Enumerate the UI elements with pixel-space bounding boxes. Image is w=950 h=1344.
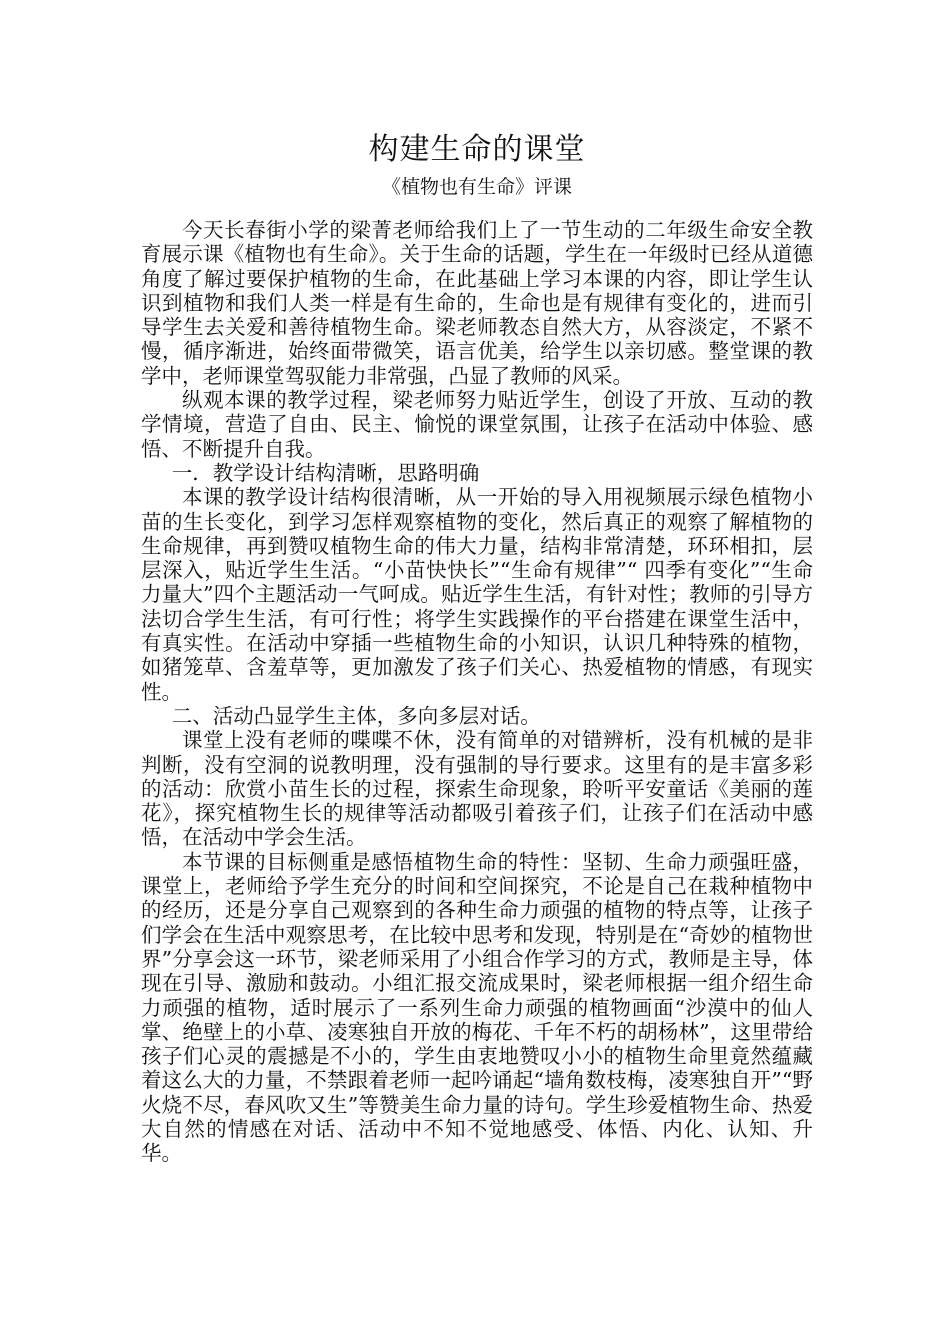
document-subtitle: 《植物也有生命》评课 <box>381 176 572 198</box>
paragraph-activities: 课堂上没有老师的喋喋不休，没有简单的对错辨析，没有机械的是非判断，没有空洞的说教明理，没有强制的导行要求。这里有的是丰富多彩的活动：欣赏小苗生长的过程，探索生命现象，聆听平安童话《美丽的莲花》，探究植物生长的规律等活动都吸引着孩子们，让孩子们在活动中感悟，在活动中学会生活。 <box>141 728 813 850</box>
paragraph-intro: 今天长春街小学的梁菁老师给我们上了一节生动的二年级生命安全教育展示课《植物也有生命》。关于生命的话题，学生在一年级时已经从道德角度了解过要保护植物的生命，在此基础上学习本课的内容，即让学生认识到植物和我们人类一样是有生命的，生命也是有规律有变化的，进而引导学生去关爱和善待植物生命。梁老师教态自然大方，从容淡定，不紧不慢，循序渐进，始终面带微笑，语言优美，给学生以亲切感。整堂课的教学中，老师课堂驾驭能力非常强，凸显了教师的风采。 <box>141 218 813 388</box>
paragraph-design: 本课的教学设计结构很清晰，从一开始的导入用视频展示绿色植物小苗的生长变化，到学习怎样观察植物的变化，然后真正的观察了解植物的生命规律，再到赞叹植物生命的伟大力量，结构非常清楚，环环相扣，层层深入，贴近学生生活。“小苗快快长”“生命有规律”“ 四季有变化”“生命力量大”四个主题活动一气呵成。贴近学生生活，有针对性；教师的引导方法切合学生生活，有可行性；将学生实践操作的平台搭建在课堂生活中，有真实性。在活动中穿插一些植物生命的小知识，认识几种特殊的植物，如猪笼草、含羞草等，更加激发了孩子们关心、热爱植物的情感，有现实性。 <box>141 485 813 704</box>
document-body <box>141 218 813 1166</box>
section-heading-2: 二、活动凸显学生主体，多向多层对话。 <box>171 703 541 728</box>
section-heading-1: 一．教学设计结构清晰，思路明确 <box>171 460 480 485</box>
document-page <box>141 128 813 1166</box>
document-title: 构建生命的课堂 <box>368 132 586 167</box>
paragraph-goals: 本节课的目标侧重是感悟植物生命的特性：坚韧、生命力顽强旺盛，课堂上，老师给予学生充分的时间和空间探究，不论是自己在栽种植物中的经历，还是分享自己观察到的各种生命力顽强的植物的特点等，让孩子们学会在生活中观察思考，在比较中思考和发现，特别是在“奇妙的植物世界”分享会这一环节，梁老师采用了小组合作学习的方式，教师是主导，体现在引导、激励和鼓动。小组汇报交流成果时，梁老师根据一组介绍生命力顽强的植物，适时展示了一系列生命力顽强的植物画面“沙漠中的仙人掌、绝壁上的小草、凌寒独自开放的梅花、千年不朽的胡杨林”，这里带给孩子们心灵的震撼是不小的，学生由衷地赞叹小小的植物生命里竟然蕴藏着这么大的力量，不禁跟着老师一起吟诵起“墙角数枝梅，凌寒独自开”“野火烧不尽，春风吹又生”等赞美生命力量的诗句。学生珍爱植物生命、热爱大自然的情感在对话、活动中不知不觉地感受、体悟、内化、认知、升华。 <box>141 849 813 1166</box>
paragraph-overview: 纵观本课的教学过程，梁老师努力贴近学生，创设了开放、互动的教学情境，营造了自由、民主、愉悦的课堂氛围，让孩子在活动中体验、感悟、不断提升自我。 <box>141 388 813 461</box>
